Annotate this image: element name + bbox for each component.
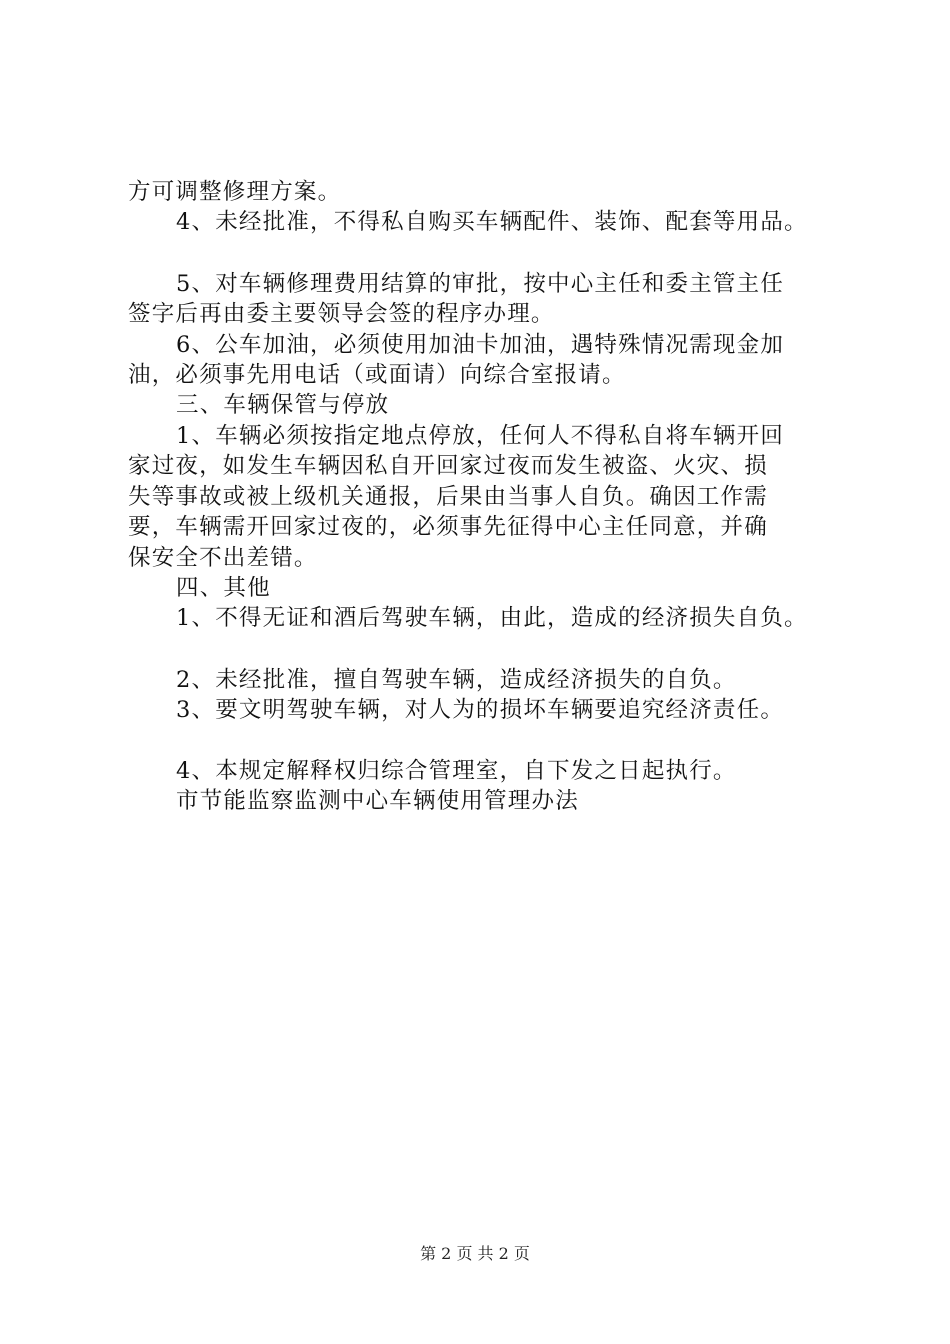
text-line: 签字后再由委主要领导会签的程序办理。: [128, 301, 555, 327]
text-line: 5、对车辆修理费用结算的审批，按中心主任和委主管主任: [176, 271, 785, 297]
section-heading: 四、其他: [176, 575, 271, 601]
text-line: 1、车辆必须按指定地点停放，任何人不得私自将车辆开回: [176, 423, 785, 449]
text-line: 6、公车加油，必须使用加油卡加油，遇特殊情况需现金加: [176, 332, 785, 358]
text-line: 失等事故或被上级机关通报，后果由当事人自负。确因工作需: [128, 484, 768, 510]
section-heading: 三、车辆保管与停放: [176, 392, 390, 418]
text-line: 保安全不出差错。: [128, 545, 318, 571]
text-line: 油，必须事先用电话（或面请）向综合室报请。: [128, 362, 626, 388]
text-line: 家过夜，如发生车辆因私自开回家过夜而发生被盗、火灾、损: [128, 453, 768, 479]
text-line: 3、要文明驾驶车辆，对人为的损坏车辆要追究经济责任。: [176, 697, 785, 723]
text-line: 4、未经批准，不得私自购买车辆配件、装饰、配套等用品。: [176, 209, 808, 235]
text-line: 4、本规定解释权归综合管理室，自下发之日起执行。: [176, 758, 737, 784]
text-line: 要，车辆需开回家过夜的，必须事先征得中心主任同意，并确: [128, 514, 768, 540]
page-number: 第 2 页 共 2 页: [420, 1244, 530, 1263]
document-title-line: 市节能监察监测中心车辆使用管理办法: [176, 788, 579, 814]
text-line: 1、不得无证和酒后驾驶车辆，由此，造成的经济损失自负。: [176, 605, 808, 631]
text-line: 方可调整修理方案。: [128, 179, 342, 205]
text-line: 2、未经批准，擅自驾驶车辆，造成经济损失的自负。: [176, 667, 737, 693]
